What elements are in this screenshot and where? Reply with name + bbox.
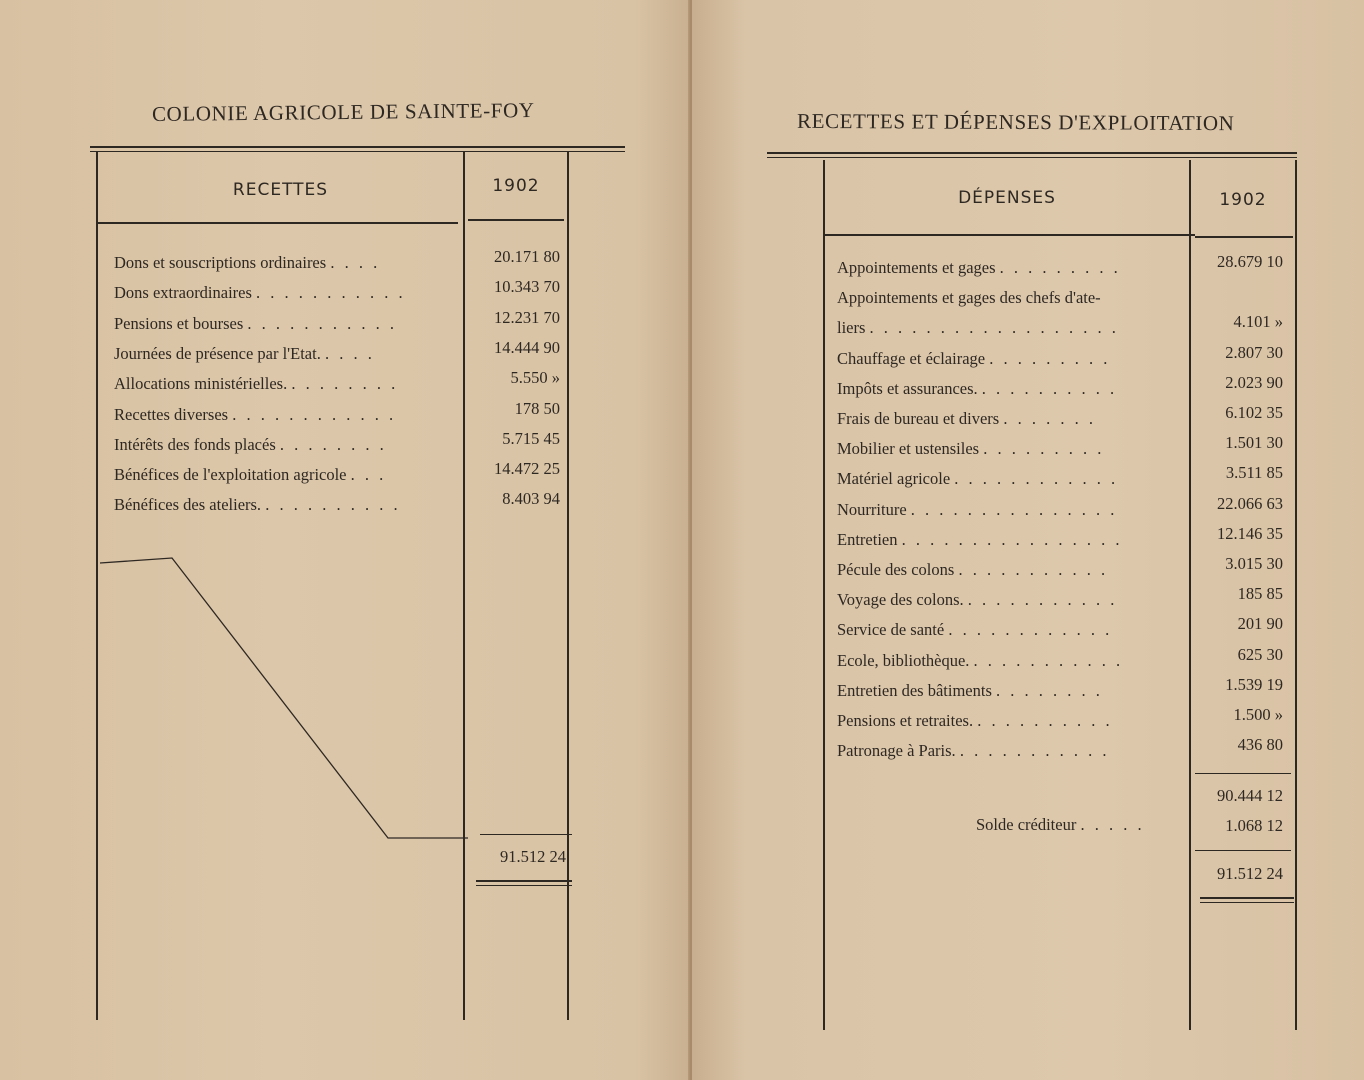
- left-row-label: Allocations ministérielles.: [114, 374, 288, 394]
- left-row-dots: . . . . . . . . . . . .: [232, 404, 397, 424]
- right-row-dots: . . . . . . . .: [996, 680, 1103, 700]
- right-ledger-row: [837, 439, 1187, 465]
- right-row-amount: 2.807 30: [1225, 342, 1283, 362]
- right-balance-row: [976, 815, 1186, 841]
- right-row-amount: 6.102 35: [1225, 403, 1283, 422]
- right-row-label: Chauffage et éclairage: [837, 348, 986, 368]
- right-column-label: DÉPENSES: [958, 188, 1056, 208]
- right-ledger-row: [837, 318, 1187, 344]
- right-row-amount: 28.679 10: [1217, 252, 1283, 271]
- right-row-amount: 1.539 19: [1225, 674, 1283, 694]
- right-page: [692, 0, 1364, 1080]
- right-row-dots: . . . . . . .: [1003, 409, 1096, 428]
- right-row-amount: 3.511 85: [1225, 463, 1283, 483]
- left-row-amount: 5.715 45: [502, 428, 560, 448]
- right-running-head: RECETTES ET DÉPENSES D'EXPLOITATION: [796, 108, 1235, 136]
- left-row-amount: 10.343 70: [494, 277, 560, 297]
- right-balance-amount: 1.068 12: [1225, 816, 1283, 835]
- right-row-amount: 1.500 »: [1233, 705, 1283, 724]
- right-row-label: Entretien des bâtiments: [837, 680, 992, 700]
- right-row-amount: 12.146 35: [1217, 523, 1283, 543]
- left-row-amount: 5.550 »: [510, 368, 560, 388]
- right-ledger-row: [837, 469, 1187, 495]
- right-ledger-row: [837, 500, 1187, 526]
- right-total-rule: [1195, 850, 1291, 851]
- right-row-label: Ecole, bibliothèque.: [837, 650, 970, 670]
- left-row-dots: . . .: [350, 465, 387, 485]
- right-row-label: Matériel agricole: [837, 469, 951, 489]
- right-row-label: Service de santé: [837, 620, 945, 640]
- left-total-double-rule-2: [476, 885, 572, 886]
- right-row-dots: . . . . . . . . . . . . . . . .: [901, 529, 1123, 549]
- right-row-label: Mobilier et ustensiles: [837, 439, 980, 459]
- right-row-label: Frais de bureau et divers: [837, 409, 1000, 428]
- right-ledger-row: [837, 590, 1187, 616]
- right-row-dots: . . . . . . . . . . . . . . . . . .: [869, 318, 1119, 338]
- left-row-label: Dons et souscriptions ordinaires: [114, 253, 327, 272]
- right-row-amount: 2.023 90: [1225, 372, 1283, 392]
- left-total-double-rule-1: [476, 880, 572, 882]
- right-ledger-row: [837, 258, 1187, 284]
- left-row-dots: . . . . . . . . . .: [265, 495, 401, 515]
- right-balance-dots: . . . . .: [1080, 815, 1145, 834]
- right-row-dots: . . . . . . . . . .: [977, 711, 1113, 730]
- right-ledger-row: [837, 560, 1187, 586]
- right-ledger-row: [837, 620, 1187, 646]
- right-row-amount: 1.501 30: [1225, 433, 1283, 453]
- right-header-rule-year: [1195, 236, 1293, 238]
- right-row-dots: . . . . . . . . .: [989, 348, 1111, 368]
- right-row-label: Pensions et retraites.: [837, 711, 974, 730]
- right-row-dots: . . . . . . . . . . . .: [954, 469, 1119, 489]
- right-balance-label: Solde créditeur: [976, 815, 1077, 834]
- left-row-amount: 20.171 80: [494, 247, 560, 266]
- left-row-amount: 14.472 25: [494, 459, 560, 479]
- left-row-label: Pensions et bourses: [114, 313, 244, 333]
- left-total-rule: [480, 834, 572, 835]
- right-row-label: liers: [837, 318, 866, 338]
- left-row-amount: 8.403 94: [502, 489, 560, 509]
- left-row-amount: 14.444 90: [494, 337, 560, 357]
- left-row-dots: . . . . . . . .: [291, 374, 399, 394]
- right-row-dots: . . . . . . . . . . .: [973, 650, 1124, 670]
- right-row-dots: . . . . . . . . . . .: [958, 560, 1109, 579]
- right-row-dots: . . . . . . . . . . .: [959, 741, 1110, 761]
- right-row-label: Entretien: [837, 529, 898, 549]
- right-row-label: Patronage à Paris.: [837, 741, 956, 761]
- right-row-dots: . . . . . . . . . .: [981, 378, 1118, 398]
- right-row-dots: . . . . . . . . .: [999, 258, 1121, 277]
- right-subtotal-rule: [1195, 773, 1291, 774]
- right-ledger-row: [837, 379, 1187, 405]
- left-row-dots: . . . .: [324, 343, 375, 363]
- left-row-label: Recettes diverses: [114, 404, 229, 424]
- left-row-amount: 12.231 70: [494, 307, 560, 327]
- right-total-double-rule-2: [1200, 902, 1294, 903]
- right-year-label: 1902: [1219, 190, 1267, 210]
- right-table-top-rule: [767, 152, 1297, 154]
- right-total-double-rule-1: [1200, 897, 1294, 899]
- left-running-head: COLONIE AGRICOLE DE SAINTE-FOY: [151, 97, 535, 127]
- right-ledger-row: [837, 711, 1187, 737]
- right-ledger-row: [837, 409, 1187, 435]
- right-row-dots: . . . . . . . . . . . .: [948, 620, 1113, 640]
- right-table-right-rule: [1295, 160, 1297, 1030]
- right-ledger-row: [837, 741, 1187, 767]
- left-row-label: Bénéfices de l'exploitation agricole: [114, 465, 347, 485]
- right-header-rule: [825, 234, 1195, 236]
- left-row-label: Journées de présence par l'Etat.: [114, 343, 321, 363]
- right-row-label: Nourriture: [837, 499, 907, 519]
- right-row-dots: . . . . . . . . . . .: [967, 590, 1118, 610]
- right-table-left-rule: [823, 160, 825, 1030]
- right-row-amount: 436 80: [1237, 735, 1283, 755]
- right-ledger-row: [837, 651, 1187, 677]
- left-row-label: Dons extraordinaires: [114, 283, 252, 303]
- left-row-label: Bénéfices des ateliers.: [114, 495, 262, 515]
- right-subtotal-amount: 90.444 12: [1217, 786, 1283, 805]
- right-ledger-row: [837, 349, 1187, 375]
- left-row-dots: . . . . . . . .: [279, 434, 387, 454]
- left-row-amount: 178 50: [514, 398, 560, 418]
- right-total-amount: 91.512 24: [1217, 864, 1283, 883]
- right-ledger-row: [837, 681, 1187, 707]
- right-row-amount: 185 85: [1237, 584, 1283, 604]
- right-row-label: Voyage des colons.: [837, 590, 964, 610]
- right-row-dots: . . . . . . . . .: [983, 439, 1105, 459]
- left-row-dots: . . . . . . . . . . .: [247, 313, 397, 333]
- right-ledger-row: [837, 288, 1187, 314]
- left-row-dots: . . . .: [330, 253, 381, 272]
- right-row-label: Pécule des colons: [837, 560, 955, 579]
- left-total-amount: 91.512 24: [500, 847, 566, 866]
- right-row-amount: 4.101 »: [1233, 312, 1283, 332]
- right-row-amount: 201 90: [1237, 614, 1283, 634]
- left-column-label: RECETTES: [232, 180, 329, 200]
- right-row-label: Appointements et gages des chefs d'ate-: [837, 288, 1101, 308]
- left-row-dots: . . . . . . . . . . .: [256, 283, 406, 303]
- right-row-label: Impôts et assurances.: [837, 378, 978, 398]
- right-row-dots: . . . . . . . . . . . . . . .: [910, 499, 1118, 519]
- right-table-top-rule-2: [767, 157, 1297, 158]
- left-year-label: 1902: [492, 176, 540, 196]
- right-row-amount: 22.066 63: [1217, 493, 1283, 513]
- right-row-amount: 625 30: [1237, 644, 1283, 664]
- right-row-label: Appointements et gages: [837, 258, 996, 277]
- right-row-amount: 3.015 30: [1225, 554, 1283, 573]
- right-ledger-row: [837, 530, 1187, 556]
- left-row-label: Intérêts des fonds placés: [114, 434, 276, 454]
